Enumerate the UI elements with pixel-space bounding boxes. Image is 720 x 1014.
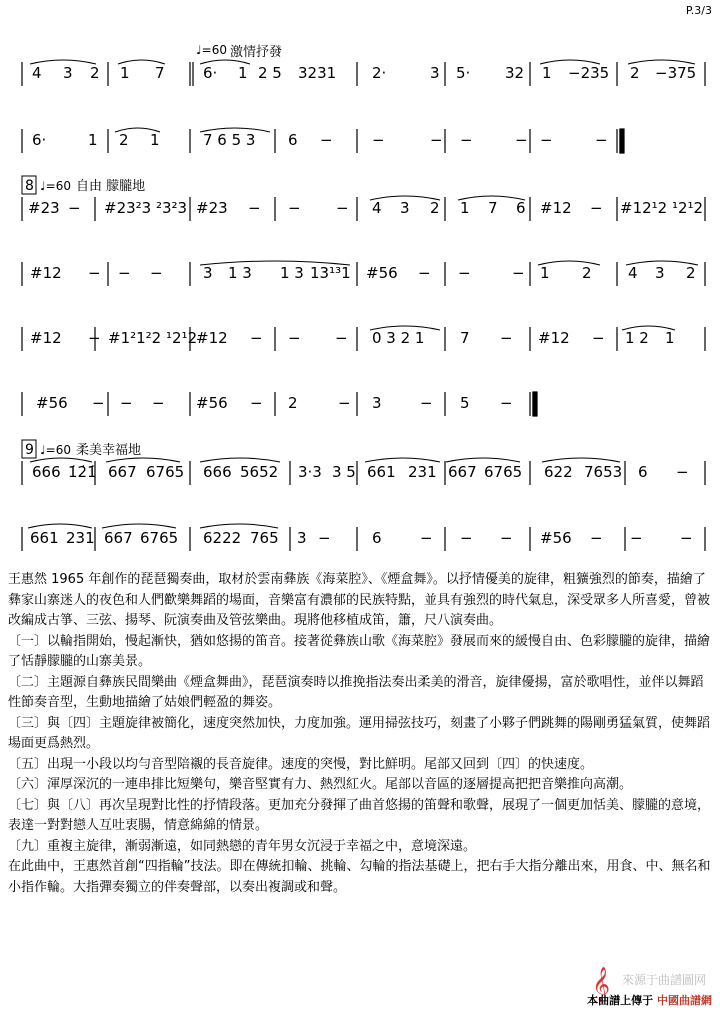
note: 2	[430, 199, 440, 217]
note: −	[512, 264, 525, 282]
note: −	[318, 529, 331, 547]
note: 1 2	[625, 329, 649, 347]
expression-text: 激情抒發	[230, 45, 283, 60]
note: −375	[655, 64, 697, 82]
note: 6765	[146, 463, 185, 481]
note: −	[336, 199, 349, 217]
note: −	[680, 529, 693, 547]
note: 1	[238, 64, 248, 82]
note: #1²1²2 ¹2¹2	[108, 329, 198, 347]
note: −	[120, 394, 133, 412]
note: 6·	[203, 64, 218, 82]
tempo-marking: ♩=60	[40, 443, 71, 457]
desc-paragraph: 〔九〕重複主旋律，漸弱漸遠，如同熱戀的青年男女沉浸于幸福之中，意境深遠。	[8, 838, 477, 854]
note: 3	[63, 64, 73, 82]
note: 2	[582, 264, 592, 282]
slur	[102, 524, 176, 528]
note: 4	[372, 199, 382, 217]
note: 661	[367, 463, 396, 481]
note: −	[92, 394, 105, 412]
note: 6765	[140, 529, 179, 547]
note: −	[420, 394, 433, 412]
note: −	[595, 131, 608, 149]
slur	[106, 458, 180, 462]
note: #56	[366, 264, 398, 282]
note: 5652	[240, 463, 279, 481]
expression-text: 自由 朦朧地	[76, 179, 146, 194]
note: 231	[66, 529, 95, 547]
note: 7 6 5 3	[203, 131, 256, 149]
note: 7	[460, 329, 470, 347]
note: 3	[203, 264, 213, 282]
footer	[587, 992, 712, 1008]
note: 1 3	[280, 264, 304, 282]
note: 3	[400, 199, 410, 217]
footer-brand: 中國曲譜網	[657, 994, 712, 1007]
note: −	[500, 529, 513, 547]
note: 6	[372, 529, 382, 547]
note: −	[540, 131, 553, 149]
note: #56	[540, 529, 572, 547]
note: 2·	[372, 64, 387, 82]
note: 2 5	[258, 64, 282, 82]
note: −	[592, 329, 605, 347]
note: 667	[104, 529, 133, 547]
note: 667	[448, 463, 477, 481]
slur	[542, 458, 620, 462]
note: −	[320, 131, 333, 149]
note: −	[630, 529, 643, 547]
treble-clef-icon: 𝄞	[592, 967, 610, 1002]
note: 6	[516, 199, 526, 217]
note: 2	[119, 131, 129, 149]
note: 3·3	[298, 463, 322, 481]
note: 2	[686, 264, 696, 282]
note: −	[515, 131, 528, 149]
note: 3231	[298, 64, 337, 82]
slur	[28, 524, 92, 528]
note: #56	[36, 394, 68, 412]
description	[8, 570, 714, 898]
note: 4	[32, 64, 42, 82]
note: −	[288, 329, 301, 347]
note: −	[458, 264, 471, 282]
note: 3	[372, 394, 382, 412]
tempo-marking: ♩=60	[40, 179, 71, 193]
note: 666	[203, 463, 232, 481]
note: 1 3	[228, 264, 252, 282]
note: #12	[540, 199, 572, 217]
section-number: 9	[25, 442, 34, 458]
desc-paragraph: 〔一〕以輪指開始，慢起漸快，猶如悠揚的笛音。接著從彝族山歌《海菜腔》發展而來的緩慢自由、色彩朦朧的旋律，描繪了恬靜朦朧的山寨美景。	[8, 633, 711, 669]
desc-paragraph: 〔六〕渾厚深沉的一連串排比短樂句，樂音堅實有力、熱烈紅火。尾部以音區的逐層提高把把音樂推向高潮。	[8, 777, 633, 792]
note: −	[460, 529, 473, 547]
slur	[365, 458, 440, 462]
end-barline	[620, 129, 624, 153]
note: 667	[108, 463, 137, 481]
note: #23²3 ²3²3	[104, 199, 188, 217]
note: 1	[542, 64, 552, 82]
note: −	[150, 264, 163, 282]
note: −	[88, 329, 101, 347]
note: −	[250, 329, 263, 347]
slur	[200, 458, 280, 462]
note: −	[338, 394, 351, 412]
desc-paragraph: 王惠然 1965 年創作的琵琶獨奏曲，取材於雲南彝族《海菜腔》、《煙盒舞》。以抒情優美的旋律，粗獷強烈的節奏，描繪了彝家山寨迷人的夜色和人們歡樂舞蹈的場面，音樂富有濃郁的民族特點，並具有強烈的時代氣息，深受眾多人所喜愛，曾被改編成古箏、三弦、揚琴、阮演奏曲及管弦樂曲。現將他移植成笛，簫，尺八演奏曲。	[8, 572, 711, 628]
note: 4	[628, 264, 638, 282]
note: 5	[460, 394, 470, 412]
note: 7	[155, 64, 165, 82]
note: 666	[32, 463, 61, 481]
note: 3 5	[332, 463, 356, 481]
desc-paragraph: 〔二〕主題源自彝族民間樂曲《煙盒舞曲》，琵琶演奏時以推挽指法奏出柔美的滑音，旋律優揚，富於歌唱性，並伴以舞蹈性節奏音型，生動地描繪了姑娘們輕盈的舞姿。	[8, 674, 704, 710]
note: −	[288, 199, 301, 217]
note: −	[118, 264, 131, 282]
note: #23	[28, 199, 60, 217]
note: 1	[665, 329, 675, 347]
note: #12	[538, 329, 570, 347]
note: 1	[540, 264, 550, 282]
slur	[446, 458, 520, 462]
note: 1	[460, 199, 470, 217]
note: −	[460, 131, 473, 149]
note: #12	[196, 329, 228, 347]
note: 1	[88, 131, 98, 149]
note: 1̇2̇1̇	[68, 463, 97, 481]
section-number: 8	[25, 178, 34, 194]
watermark: 來源于曲譜圖网	[621, 973, 706, 987]
note: 7653	[584, 463, 623, 481]
desc-paragraph: 〔五〕出現一小段以均勻音型陪襯的長音旋律。速度的突慢，對比鮮明。尾部又回到〔四〕的快速度。	[8, 756, 594, 772]
note: #56	[196, 394, 228, 412]
note: −	[418, 264, 431, 282]
note: −235	[568, 64, 610, 82]
note: #12	[30, 329, 62, 347]
note: 13¹³1	[310, 264, 351, 282]
note: 5·	[456, 64, 471, 82]
page-number: P.3/3	[685, 4, 712, 17]
note: 622	[544, 463, 573, 481]
note: 6·	[32, 131, 47, 149]
note: 3	[655, 264, 665, 282]
note: −	[676, 463, 689, 481]
desc-paragraph: 〔三〕與〔四〕主題旋律被簡化，速度突然加快，力度加強。運用掃弦技巧，刻畫了小夥子們跳舞的陽剛勇猛氣質，使舞蹈場面更爲熱烈。	[8, 715, 711, 751]
note: 7	[488, 199, 498, 217]
note: 6765	[484, 463, 523, 481]
note: 32	[505, 64, 525, 82]
footer-text: 本曲譜上傳于	[587, 994, 654, 1007]
note: 3	[297, 529, 307, 547]
desc-paragraph: 在此曲中，王惠然首創“四指輪”技法。即在傳統扣輪、挑輪、勾輪的指法基礎上，把右手大指分離出來，用食、中、無名和小指作輪。大指彈奏獨立的伴奏聲部，以奏出複調或和聲。	[8, 859, 711, 895]
note: #12¹2 ¹2¹2	[620, 199, 704, 217]
slur	[30, 458, 92, 462]
tempo-marking: ♩=60	[196, 43, 227, 57]
slur	[200, 524, 278, 528]
note: 765	[250, 529, 279, 547]
note: −	[68, 199, 81, 217]
note: −	[500, 329, 513, 347]
note: 0 3 2 1	[372, 329, 425, 347]
note: −	[590, 199, 603, 217]
note: −	[250, 394, 263, 412]
note: 1	[150, 131, 160, 149]
note: −	[590, 529, 603, 547]
note: 6222	[203, 529, 242, 547]
note: −	[335, 329, 348, 347]
note: −	[420, 529, 433, 547]
end-barline	[533, 392, 537, 416]
note: −	[372, 131, 385, 149]
expression-text: 柔美幸福地	[76, 443, 142, 458]
note: −	[88, 264, 101, 282]
note: 3	[430, 64, 440, 82]
note: #12	[30, 264, 62, 282]
note: 6	[288, 131, 298, 149]
note: −	[430, 131, 443, 149]
desc-paragraph: 〔七〕與〔八〕再次呈現對比性的抒情段落。更加充分發揮了曲首悠揚的笛聲和歌聲，展現了一個更加恬美、朦朧的意境，表達一對對戀人互吐衷腸，情意綿綿的情景。	[8, 797, 711, 833]
note: −	[152, 394, 165, 412]
note: 661	[30, 529, 59, 547]
note: 6	[638, 463, 648, 481]
note: #23	[196, 199, 228, 217]
note: 2	[288, 394, 298, 412]
note: 1	[120, 64, 130, 82]
note: 231	[408, 463, 437, 481]
note: 2	[630, 64, 640, 82]
note: −	[248, 199, 261, 217]
note: 2	[90, 64, 100, 82]
note: −	[500, 394, 513, 412]
